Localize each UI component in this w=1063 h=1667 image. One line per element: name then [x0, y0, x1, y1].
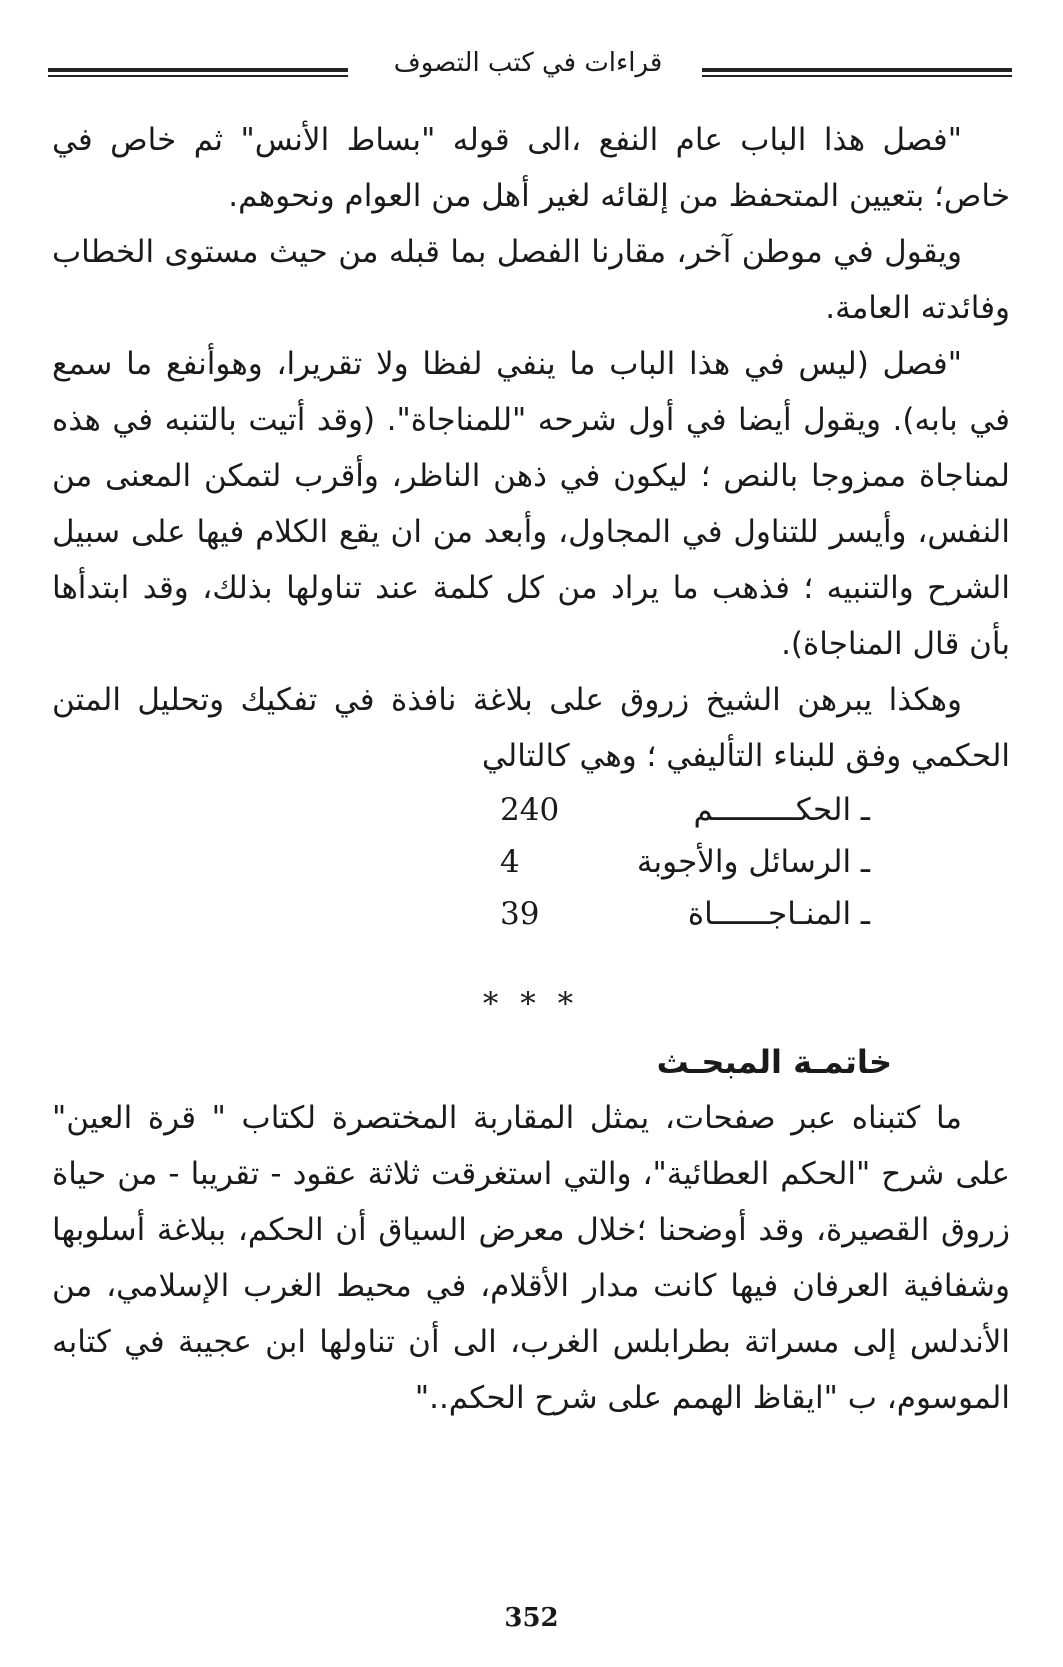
paragraph-1: "فصل هذا الباب عام النفع ،الى قوله "بساط الأنس" ثم خاص في خاص؛ بتعيين المتحفظ من إلقائه لغير أهل من العوام ونحوهم.	[52, 122, 1010, 214]
paragraph-2: ويقول في موطن آخر، مقارنا الفصل بما قبله من حيث مستوى الخطاب وفائدته العامة.	[52, 234, 1010, 326]
running-title: قراءات في كتب التصوف	[393, 48, 663, 78]
list-item-label: ـ الرسائل والأجوبة	[636, 844, 870, 880]
count-list	[52, 784, 1010, 940]
section-separator: * * *	[482, 986, 580, 1022]
header-rule-left	[48, 68, 348, 77]
list-item-value: 4	[500, 844, 520, 880]
section-heading: خاتمـة المبحـث	[656, 1043, 892, 1081]
paragraph-5: ما كتبناه عبر صفحات، يمثل المقاربة المختصرة لكتاب " قرة العين" على شرح "الحكم العطائية"، والتي استغرقت ثلاثة عقود - تقريبا - من حياة زروق القصيرة، وقد أوضحنا ؛خلال معرض السياق أن الحكم، ببلاغة أسلوبها وشفافية العرفان فيها كانت مدار الأقلام، في محيط الغرب الإسلامي، من الأندلس إلى مسراتة بطرابلس الغرب، الى أن تناولها ابن عجيبة في كتابه الموسوم، ب "ايقاظ الهمم على شرح الحكم.."	[52, 1100, 1010, 1416]
paragraph-3: "فصل (ليس في هذا الباب ما ينفي لفظا ولا تقريرا، وهوأنفع ما سمع في بابه). ويقول أيضا في أول شرحه "للمناجاة". (وقد أتيت بالتنبه في هذه لمناجاة ممزوجا بالنص ؛ ليكون في ذهن الناظر، وأقرب لتمكن المعنى من النفس، وأيسر للتناول في المجاول، وأبعد من ان يقع الكلام فيها على سبيل الشرح والتنبيه ؛ فذهب ما يراد من كل كلمة عند تناولها بذلك، وقد ابتدأها بأن قال المناجاة).	[52, 346, 1010, 662]
list-item	[52, 836, 1010, 888]
page-number: 352	[504, 1603, 559, 1633]
page-header	[48, 46, 1012, 86]
list-item-value: 39	[500, 896, 540, 932]
list-item-label: ـ الحكـــــــــم	[693, 792, 870, 828]
list-item-label: ـ المنـاجــــــاة	[687, 896, 870, 932]
list-item-value: 240	[500, 792, 560, 828]
list-item	[52, 784, 1010, 836]
body-text	[52, 112, 1010, 1426]
paragraph-4: وهكذا يبرهن الشيخ زروق على بلاغة نافذة في تفكيك وتحليل المتن الحكمي وفق للبناء التأليفي ؛ وهي كالتالي	[52, 682, 1010, 774]
header-rule-right	[702, 68, 1012, 77]
list-item	[52, 888, 1010, 940]
